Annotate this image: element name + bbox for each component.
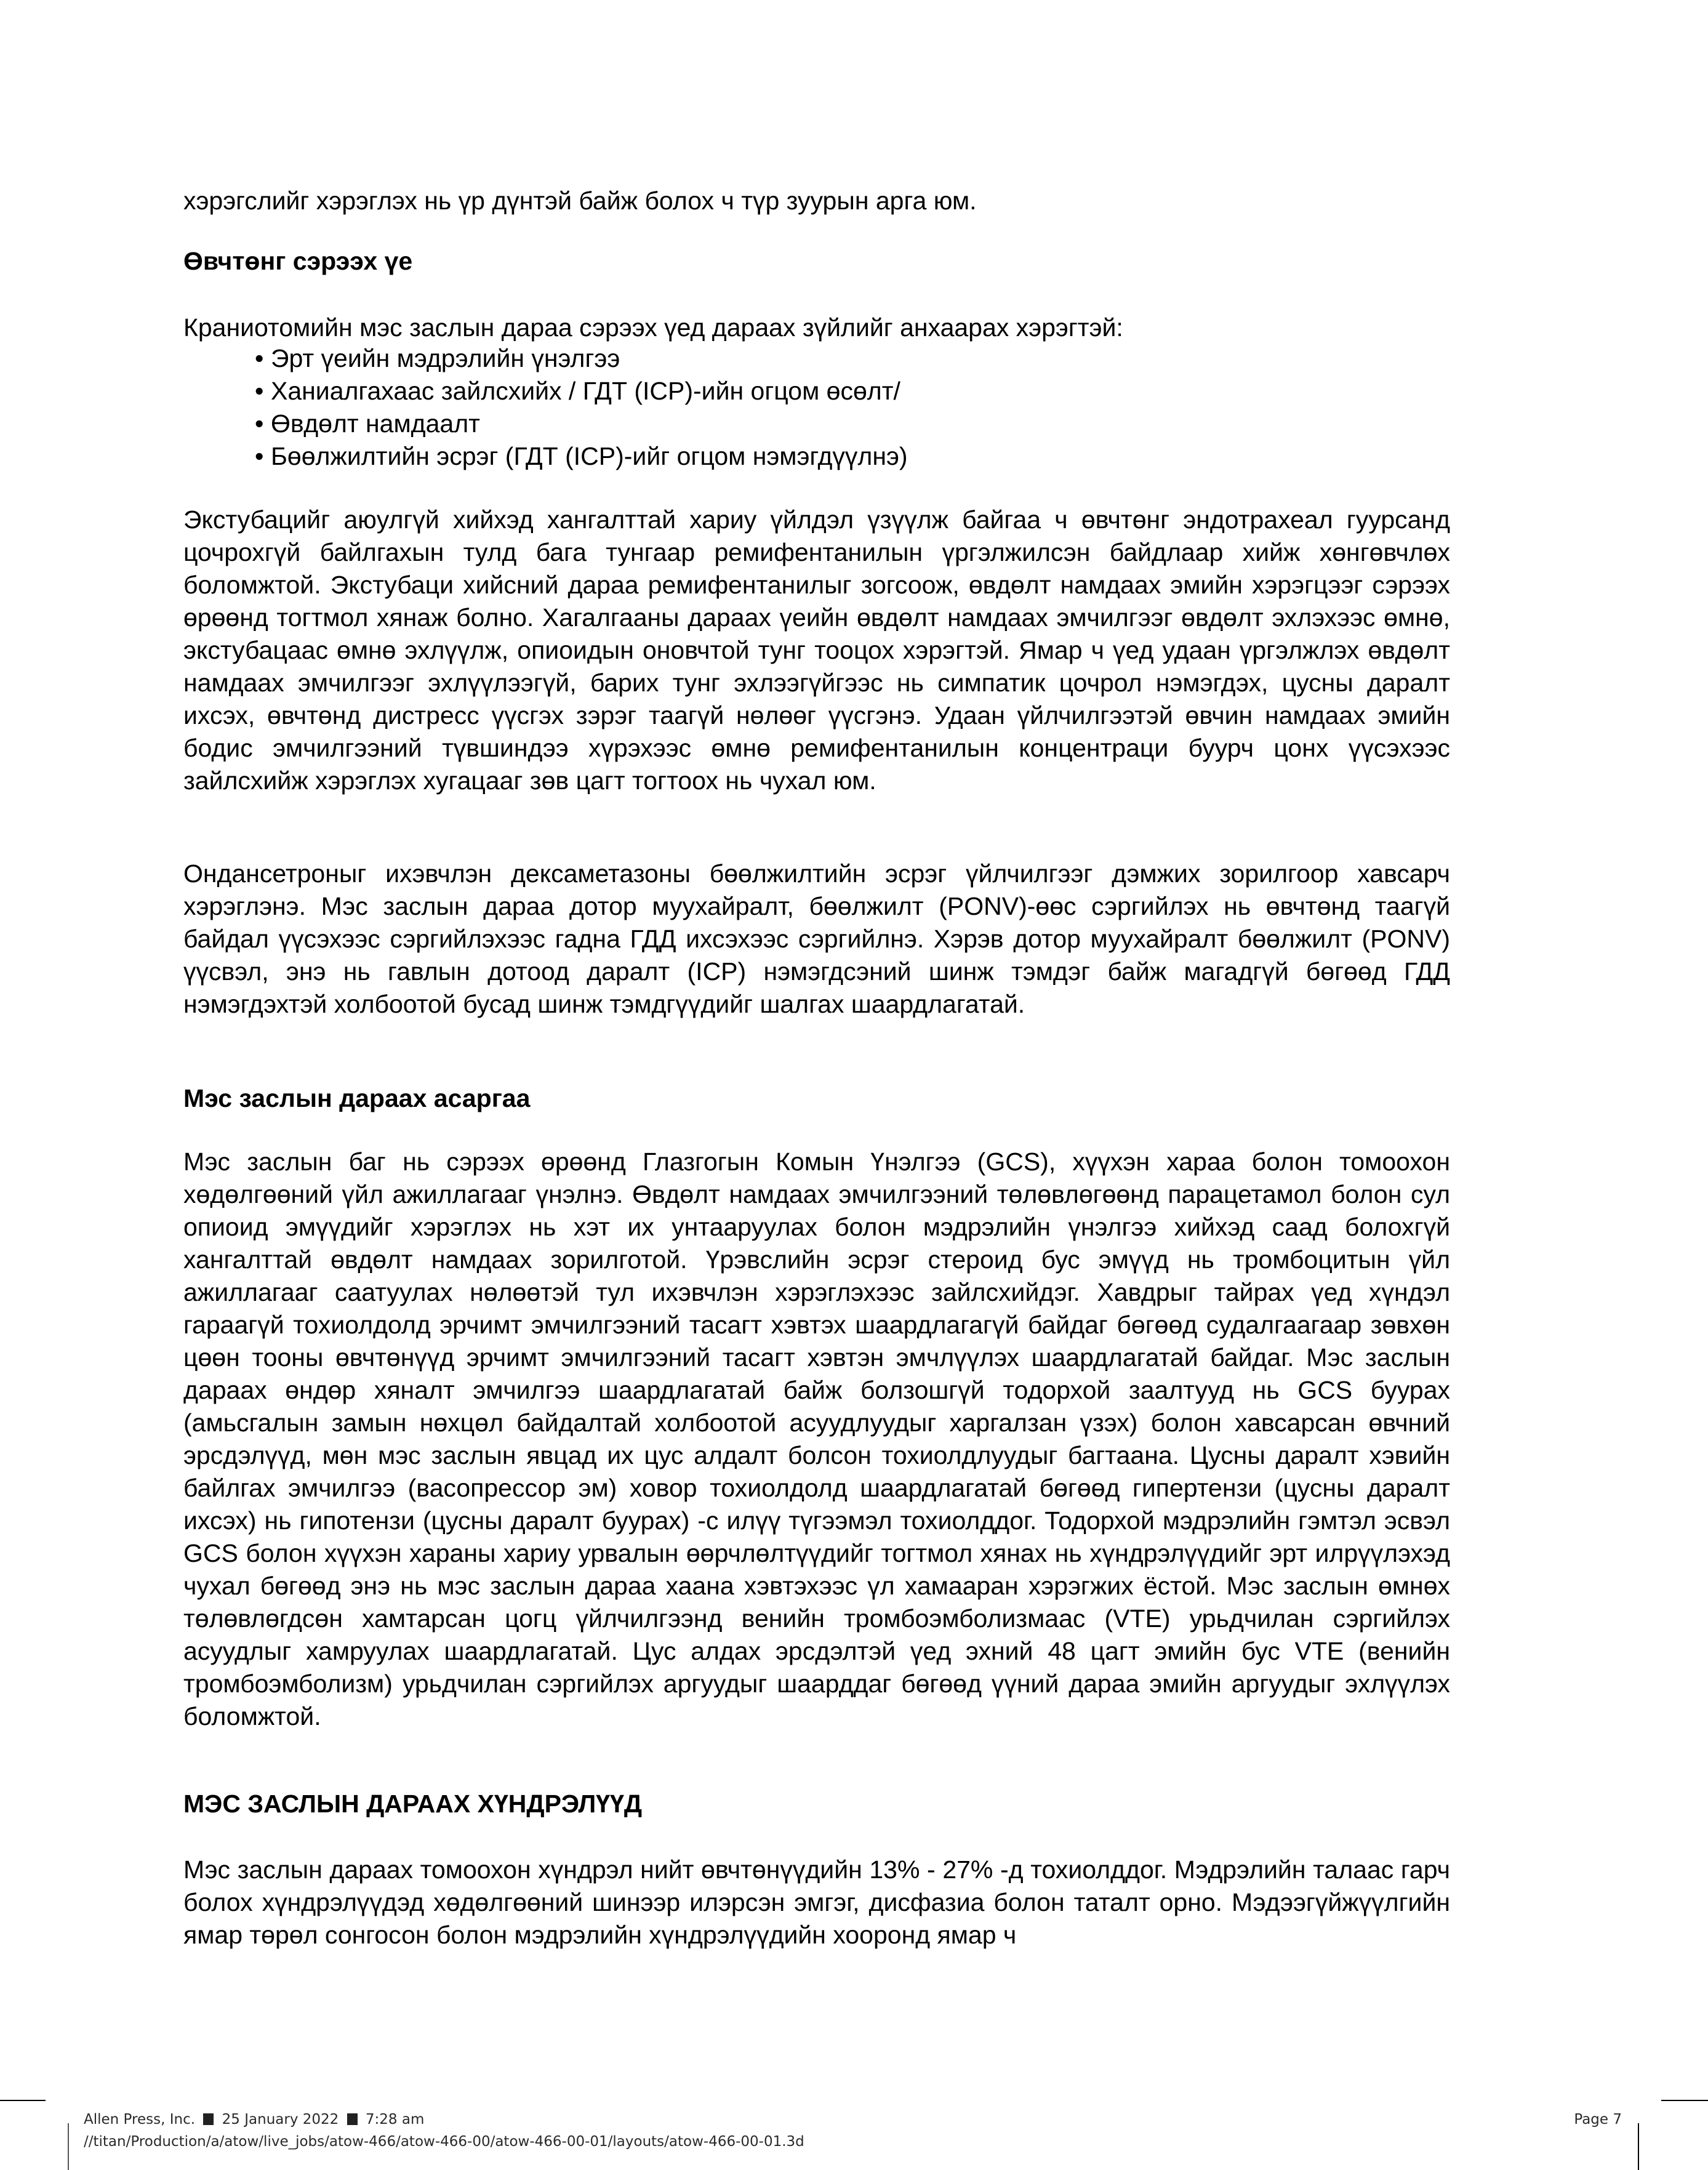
paragraph-text: Мэс заслын баг нь сэрээх өрөөнд Глазгогын Комын Үнэлгээ (GCS), хүүхэн хараа болон томоохон хөдөлгөөний үйл ажиллагааг үнэлнэ. Өвдөлт намдаах эмчилгээний төлөвлөгөөнд парацетамол болон сул опиоид эмүүдийг хэрэглэх нь хэт их унтааруулах болон мэдрэлийн үнэлгээ хийхэд саад болохгүй хангалттай өвдөлт намдаах зорилготой. Үрэвслийн эсрэг стероид бус эмүүд нь тромбоцитын үйл ажиллагааг саатуулах нөлөөтэй тул ихэвчлэн хэрэглэхээс зайлсхийдэг. Хавдрыг тайрах үед хүндэл гараагүй тохиолдолд эрчимт эмчилгээний тасагт хэвтэх шаардлагагүй байдаг бөгөөд судалгаагаар зөвхөн цөөн тооны өвчтөнүүд эрчимт эмчилгээний тасагт хэвтэн эмчлүүлэх шаардлагатай байдаг. Мэс заслын дараах өндөр хяналт эмчилгээ шаардлагатай байж болзошгүй тодорхой заалтууд нь GCS буурах (амьсгалын замын нөхцөл байдалтай холбоотой асуудлуудыг харгалзан үзэх) болон хавсарсан өвчний эрсдэлүүд, мөн мэс заслын явцад их цус алдалт болсон тохиолдлуудыг багтаана. Цусны даралт хэвийн байлгах эмчилгээ (васопрессор эм) ховор тохиолдолд шаардлагатай бөгөөд гипертензи (цусны даралт ихсэх) нь гипотензи (цусны даралт буурах) -с илүү түгээмэл тохиолддог. Тодорхой мэдрэлийн гэмтэл эсвэл GCS болон хүүхэн хараны хариу урвалын өөрчлөлтүүдийг тогтмол хянах нь хүндрэлүүдийг эрт илрүүлэхэд чухал бөгөөд энэ нь мэс заслын дараа хаана хэвтэхээс үл хамааран хэрэгжих ёстой. Мэс заслын өмнөх төлөвлөгдсөн хамтарсан цогц үйлчилгээнд венийн тромбоэмболизмаас (VTE) урьдчилан сэргийлэх асуудлыг хамруулах шаардлагатай. Цус алдах эрсдэлтэй үед эхний 48 цагт эмийн бус VTE (венийн тромбоэмболизм) урьдчилан сэргийлэх аргуудыг шаарддаг бөгөөд үүний дараа эмийн аргуудыг эхлүүлэх боломжтой. xyxy=(183,1147,1450,1730)
list-item xyxy=(183,408,1450,440)
footer-publisher-line xyxy=(84,2108,804,2131)
paragraph-text: хэрэгслийг хэрэглэх нь үр дүнтэй байж болох ч түр зуурын арга юм. xyxy=(183,187,977,215)
paragraph-text: Краниотомийн мэс заслын дараа сэрээх үед дараах зүйлийг анхаарах хэрэгтэй: xyxy=(183,313,1123,342)
list-item xyxy=(183,342,1450,375)
paragraph-antiemetic xyxy=(183,858,1450,1021)
list-item-text: Эрт үеийн мэдрэлийн үнэлгээ xyxy=(271,344,620,372)
paragraph-text: Экстубацийг аюулгүй хийхэд хангалттай хариу үйлдэл үзүүлж байгаа ч өвчтөнг эндотрахеал гуурсанд цочрохгүй байлгахын тулд бага тунгаар ремифентанилын үргэлжилсэн байдлаар хийж хөнгөвчлөх боломжтой. Экстубаци хийсний дараа ремифентанилыг зогсоож, өвдөлт намдаах эмийн хэрэгцээг сэрээх өрөөнд тогтмол хянаж болно. Хагалгааны дараах үеийн өвдөлт намдаах эмчилгээг өвдөлт эхлэхээс өмнө, экстубацаас өмнө эхлүүлж, опиоидын оновчтой тунг тооцох хэрэгтэй. Ямар ч үед удаан үргэлжлэх өвдөлт намдаах эмчилгээг эхлүүлээгүй, барих тунг эхлээгүйгээс нь симпатик цочрол нэмэгдэх, цусны даралт ихсэх, өвчтөнд дистресс үүсгэх зэрэг таагүй нөлөөг үүсгэнэ. Удаан үйлчилгээтэй өвчин намдаах эмийн бодис эмчилгээний түвшиндээ хүрэхээс өмнө ремифентанилын концентраци буурч цонх үүсэхээс зайлсхийж хэрэглэх хугацааг зөв цагт тогтоох нь чухал юм. xyxy=(183,505,1450,795)
crop-mark-left-horizontal xyxy=(0,2100,46,2101)
black-square-icon xyxy=(203,2113,214,2125)
crop-mark-left-vertical xyxy=(68,2123,69,2170)
bullet-icon: • xyxy=(255,442,264,470)
bullet-icon: • xyxy=(255,344,264,372)
footer-time: 7:28 am xyxy=(365,2112,425,2128)
heading-text: Мэс заслын дараах асаргаа xyxy=(183,1084,531,1112)
section-heading-emergence xyxy=(183,245,1450,278)
bullet-icon: • xyxy=(255,409,264,438)
paragraph-postoperative-care xyxy=(183,1146,1450,1733)
list-item-text: Бөөлжилтийн эсрэг (ГДТ (ICP)-ийг огцом нэмэгдүүлнэ) xyxy=(271,442,908,470)
crop-mark-right-horizontal xyxy=(1661,2100,1708,2101)
black-square-icon xyxy=(347,2113,358,2125)
bullet-list xyxy=(183,342,1450,473)
paragraph-text: Мэс заслын дараах томоохон хүндрэл нийт өвчтөнүүдийн 13% - 27% -д тохиолддог. Мэдрэлийн талаас гарч болох хүндрэлүүдэд хөдөлгөөний шинээр илэрсэн эмгэг, дисфазиа болон таталт орно. Мэдээгүйжүүлгийн ямар төрөл сонгосон болон мэдрэлийн хүндрэлүүдийн хооронд ямар ч xyxy=(183,1855,1450,1949)
list-item-text: Өвдөлт намдаалт xyxy=(271,409,480,438)
paragraph-intro xyxy=(183,311,1450,344)
footer-file-path: //titan/Production/a/atow/live_jobs/atow-466/atow-466-00/atow-466-00-01/layouts/atow-466-00-01.3d xyxy=(84,2134,804,2150)
list-item-text: Ханиалгахаас зайлсхийх / ГДТ (ICP)-ийн огцом өсөлт/ xyxy=(271,377,900,405)
footer-info xyxy=(84,2108,804,2153)
paragraph-continuation xyxy=(183,185,1450,217)
bullet-icon: • xyxy=(255,377,264,405)
paragraph-complications xyxy=(183,1854,1450,1951)
crop-mark-right-vertical xyxy=(1638,2123,1639,2170)
list-item xyxy=(183,440,1450,473)
footer-date: 25 January 2022 xyxy=(222,2112,339,2128)
section-heading-complications xyxy=(183,1788,1450,1820)
section-heading-postoperative-care xyxy=(183,1082,1450,1115)
heading-text: МЭС ЗАСЛЫН ДАРААХ ХҮНДРЭЛҮҮД xyxy=(183,1790,643,1818)
paragraph-text: Ондансетроныг ихэвчлэн дексаметазоны бөөлжилтийн эсрэг үйлчилгээг дэмжих зорилгоор хавсарч хэрэглэнэ. Мэс заслын дараа дотор муухайралт, бөөлжилт (PONV)-өөс сэргийлэх нь өвчтөнд таагүй байдал үүсэхээс сэргийлэхээс гадна ГДД ихсэхээс сэргийлнэ. Хэрэв дотор муухайралт бөөлжилт (PONV) үүсвэл, энэ нь гавлын дотоод даралт (ICP) нэмэгдсэний шинж тэмдэг байж магадгүй бөгөөд ГДД нэмэгдэхтэй холбоотой бусад шинж тэмдгүүдийг шалгах шаардлагатай. xyxy=(183,859,1450,1018)
heading-text: Өвчтөнг сэрээх үе xyxy=(183,247,413,275)
footer-page-number: Page 7 xyxy=(1574,2112,1622,2128)
list-item xyxy=(183,375,1450,408)
paragraph-extubation xyxy=(183,504,1450,797)
footer-publisher: Allen Press, Inc. xyxy=(84,2112,196,2128)
